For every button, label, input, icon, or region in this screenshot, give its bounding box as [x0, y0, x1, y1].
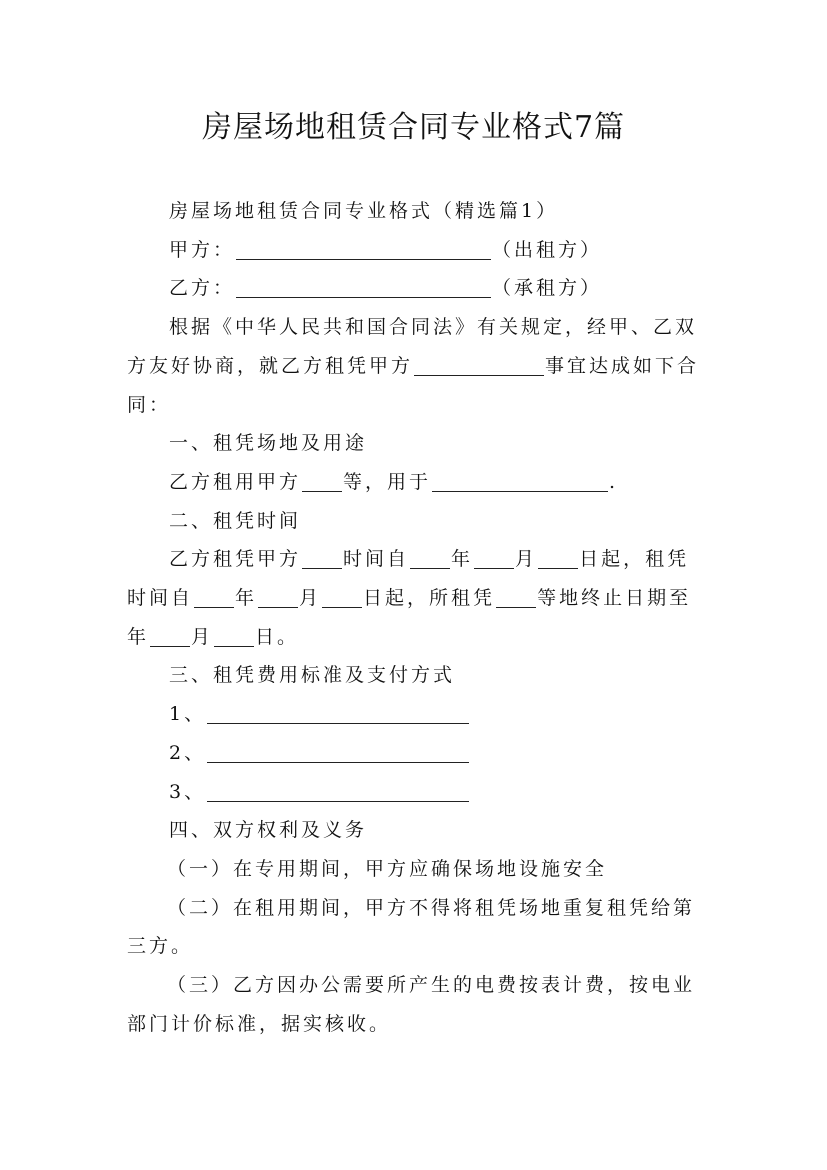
s2-l2-blank-1: [194, 585, 234, 608]
section-2-line-1: [127, 540, 709, 579]
s2-l2-text-a: 时间自: [127, 587, 194, 610]
party-b-blank: [236, 275, 491, 298]
intro-line-1: 根据《中华人民共和国合同法》有关规定，经甲、乙双: [169, 316, 698, 339]
section-1-heading: 一、租凭场地及用途: [169, 432, 368, 455]
section-2-line-2: [127, 579, 709, 618]
intro-line-3: 同：: [127, 393, 172, 416]
s2-l3-text-a: 年: [127, 625, 150, 648]
s1-text-a: 乙方租用甲方: [169, 470, 302, 493]
section-4-item-2-line-2: 三方。: [127, 935, 194, 958]
section-4-item-2-line-1: （二）在租用期间，甲方不得将租凭场地重复租凭给第: [167, 896, 696, 919]
s2-l1-text-b: 时间自: [343, 548, 410, 571]
party-a-blank: [236, 237, 491, 260]
party-a-line: [127, 231, 709, 270]
party-a-role: （出租方）: [492, 238, 603, 261]
intro-line-2: [127, 347, 709, 386]
s2-l2-blank-4: [496, 585, 536, 608]
s3-item-2-number: 2、: [169, 741, 207, 764]
document-title: 房屋场地租赁合同专业格式7篇: [201, 110, 626, 145]
section-4-heading: 四、双方权利及义务: [169, 819, 368, 842]
s1-text-c: .: [609, 470, 619, 493]
s2-l1-text-c: 年: [451, 548, 474, 571]
party-b-label: 乙方：: [169, 277, 236, 300]
s2-l1-text-e: 日起，租凭: [579, 548, 690, 571]
section-4-item-3-line-1: （三）乙方因办公需要所产生的电费按表计费，按电业: [167, 974, 696, 997]
party-a-label: 甲方：: [169, 238, 236, 261]
section-4-item-3-line-2: 部门计价标准，据实核收。: [127, 1012, 392, 1035]
section-heading: 房屋场地租赁合同专业格式（精选篇1）: [169, 200, 559, 222]
section-3-item-2: [127, 734, 709, 773]
s2-l2-text-b: 年: [235, 587, 258, 610]
s2-l2-blank-3: [322, 585, 362, 608]
section-2-heading: 二、租凭时间: [169, 509, 302, 532]
s2-l1-blank-3: [474, 546, 514, 569]
s1-blank-purpose: [432, 469, 608, 492]
section-3-heading: 三、租凭费用标准及支付方式: [169, 664, 456, 687]
section-4-item-1: （一）在专用期间，甲方应确保场地设施安全: [167, 857, 608, 880]
s2-l1-blank-4: [538, 546, 578, 569]
s1-blank-premises: [302, 469, 342, 492]
document-body: [127, 192, 709, 1043]
section-3-item-3: [127, 773, 709, 812]
section-3-item-1: [127, 695, 709, 734]
s2-l3-blank-2: [214, 624, 254, 647]
s3-item-1-number: 1、: [169, 703, 207, 726]
s2-l3-text-c: 日。: [255, 625, 300, 648]
s2-l3-blank-1: [150, 624, 190, 647]
section-1-text: [127, 463, 709, 502]
party-b-line: [127, 269, 709, 308]
s2-l2-text-e: 等地终止日期至: [537, 587, 692, 610]
s2-l1-blank-1: [302, 546, 342, 569]
s3-item-3-number: 3、: [169, 780, 207, 803]
s3-item-2-blank: [207, 740, 469, 763]
s2-l2-blank-2: [258, 585, 298, 608]
intro-text-a: 方友好协商，就乙方租凭甲方: [127, 354, 414, 377]
s2-l1-text-a: 乙方租凭甲方: [169, 548, 302, 571]
s2-l2-text-c: 月: [299, 587, 322, 610]
intro-blank: [414, 353, 544, 376]
party-b-role: （承租方）: [492, 277, 603, 300]
s1-text-b: 等，用于: [343, 470, 432, 493]
section-2-line-3: [127, 618, 709, 657]
s3-item-3-blank: [207, 779, 469, 802]
s2-l2-text-d: 日起，所租凭: [363, 587, 496, 610]
s2-l3-text-b: 月: [191, 625, 214, 648]
s2-l1-blank-2: [410, 546, 450, 569]
intro-text-b: 事宜达成如下合: [545, 354, 700, 377]
s3-item-1-blank: [207, 701, 469, 724]
s2-l1-text-d: 月: [515, 548, 538, 571]
